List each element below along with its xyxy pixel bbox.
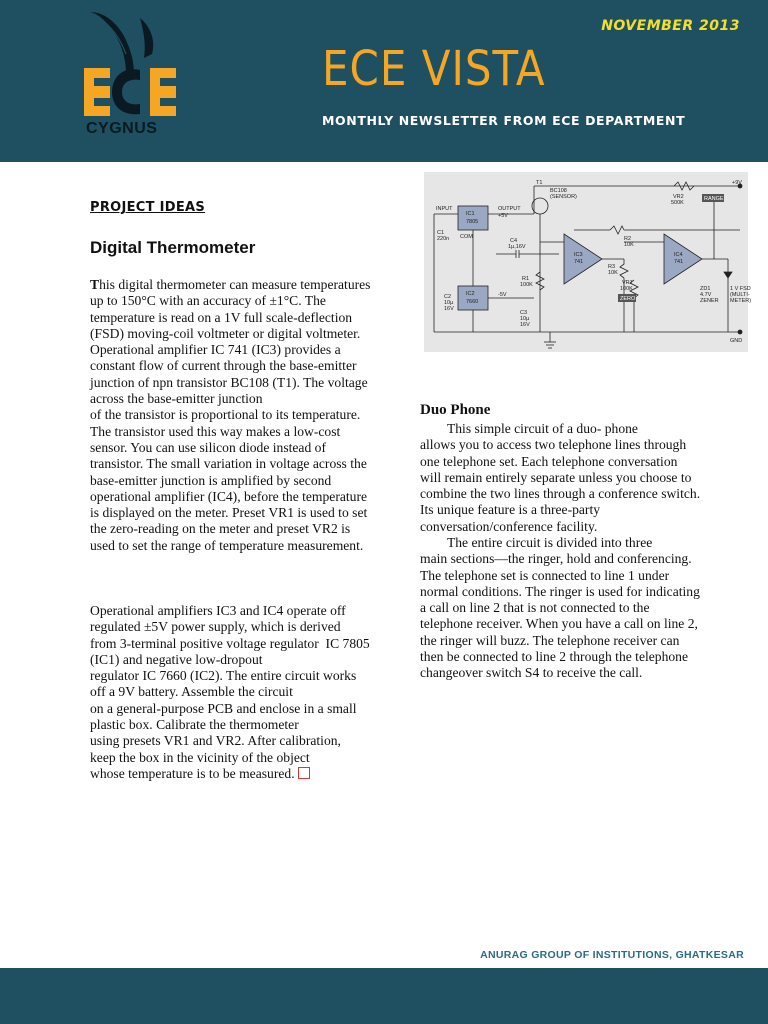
label-ic2-part: 7660: [466, 299, 479, 305]
logo-text: CYGNUS: [86, 120, 158, 137]
label-t1: T1: [536, 180, 543, 186]
label-ic3: IC3: [574, 252, 583, 258]
label-ic2: IC2: [466, 291, 475, 297]
text-line-content: a call on line 2 that is not connected to the: [420, 600, 650, 616]
text-line: [90, 489, 378, 505]
article-title-thermometer: Digital Thermometer: [90, 238, 256, 257]
label-minus5: -5V: [498, 292, 507, 298]
newsletter-subtitle: MONTHLY NEWSLETTER FROM ECE DEPARTMENT: [322, 113, 686, 128]
text-line-content: base-emitter junction is amplified by second: [90, 472, 332, 488]
text-line: [90, 407, 378, 423]
text-line-content: main sections—the ringer, hold and conferencing.: [420, 551, 692, 567]
label-c1: C1: [437, 230, 445, 236]
text-line-content: Its unique feature is a three-party: [420, 502, 601, 518]
article-thermometer-paragraph-2: [90, 603, 378, 782]
text-line-content: on a general-purpose PCB and enclose in a small: [90, 700, 357, 716]
label-zd1: ZD1: [700, 286, 711, 292]
text-line: [420, 568, 740, 584]
label-meter-3: METER): [730, 298, 752, 304]
text-line: [420, 437, 740, 453]
text-line-content: regulator IC 7660 (IC2). The entire circuit works: [90, 668, 357, 684]
text-line-content: combine the two lines through a conference switch.: [420, 486, 701, 502]
text-line: [90, 505, 378, 521]
text-line-content: Operational amplifiers IC3 and IC4 operate off: [90, 603, 346, 618]
label-c4: C4: [510, 238, 518, 244]
text-line: [420, 502, 740, 518]
text-line-content: is displayed on the meter. Preset VR1 is used to set: [90, 505, 368, 521]
label-ic1-part: 7805: [466, 219, 479, 225]
text-line-content: normal conditions. The ringer is used for indicating: [420, 583, 700, 599]
label-gnd: GND: [730, 338, 743, 344]
text-line: [90, 733, 378, 749]
label-c4-val: 1µ,16V: [508, 244, 526, 250]
label-input: INPUT: [436, 206, 453, 212]
text-line: [90, 277, 378, 293]
label-c2-val: 10µ: [444, 300, 454, 306]
label-meter-2: (MULTI-: [730, 292, 750, 298]
end-mark-icon: [298, 767, 310, 779]
label-com: COM: [460, 234, 473, 240]
thermometer-circuit-diagram: [424, 172, 752, 352]
text-line-content: conversation/conference facility.: [420, 518, 598, 534]
text-line-content: constant flow of current through the base-emitter: [90, 358, 357, 374]
text-line: [420, 649, 740, 665]
label-r1: R1: [522, 276, 530, 282]
text-line: [420, 470, 740, 486]
text-line-content: operational amplifier (IC4), before the temperature: [90, 488, 368, 504]
text-line: [90, 375, 378, 391]
text-line-content: one telephone set. Each telephone conversation: [420, 453, 678, 469]
text-line-content: (FSD) moving-coil voltmeter or digital voltmeter.: [90, 325, 361, 341]
issue-date: NOVEMBER 2013: [601, 18, 740, 34]
text-line-content: then be connected to line 2 through the telephone: [420, 649, 689, 665]
label-meter-1: 1 V FSD: [730, 286, 751, 292]
label-plus9: +9V: [732, 180, 742, 186]
text-line-content: whose temperature is to be measured.: [90, 765, 295, 781]
label-output: OUTPUT: [498, 206, 521, 212]
label-r3: R3: [608, 264, 616, 270]
label-zero: ZERO: [620, 296, 636, 302]
footer-bar: [0, 968, 768, 1024]
text-line-content: his digital thermometer can measure temperatures: [99, 277, 371, 292]
footer-institution: ANURAG GROUP OF INSTITUTIONS, GHATKESAR: [480, 949, 744, 961]
text-line: [90, 473, 378, 489]
text-line-content: from 3-terminal positive voltage regulator IC 7805: [90, 635, 370, 651]
label-plus5: +5V: [498, 213, 508, 219]
text-line-content: telephone receiver. When you have a call on line 2,: [420, 616, 698, 632]
text-line: [90, 766, 378, 782]
label-c3-val: 10µ: [520, 316, 530, 322]
label-c3-v: 16V: [520, 322, 530, 328]
text-line: [420, 454, 740, 470]
text-line-content: off a 9V battery. Assemble the circuit: [90, 684, 293, 700]
label-r2: R2: [624, 236, 632, 242]
text-line: [90, 717, 378, 733]
text-line: [90, 424, 378, 440]
text-line: [90, 636, 378, 652]
text-line: [420, 551, 740, 567]
text-line: [420, 535, 740, 551]
label-vr1-val: 100K: [620, 286, 633, 292]
text-line-content: plastic box. Calibrate the thermometer: [90, 717, 299, 733]
text-line: [90, 538, 378, 554]
text-line: [420, 616, 740, 632]
text-line-content: temperature is read on a 1V full scale-deflection: [90, 309, 353, 325]
text-line: [420, 665, 740, 681]
text-line-content: sensor. You can use silicon diode instead of: [90, 439, 326, 455]
label-t1-role: (SENSOR): [550, 194, 577, 200]
text-line-content: of the transistor is proportional to its temperature.: [90, 407, 361, 423]
article-title-duo-phone: Duo Phone: [420, 402, 491, 418]
header-banner: [0, 0, 768, 162]
text-line: [420, 421, 740, 437]
label-zd1-val: 4.7V: [700, 292, 712, 298]
label-c3: C3: [520, 310, 528, 316]
text-line-content: will remain entirely separate unless you choose to: [420, 469, 692, 485]
text-line: [420, 519, 740, 535]
label-r1-val: 100K: [520, 282, 533, 288]
text-line: [420, 486, 740, 502]
text-line: [90, 750, 378, 766]
label-range: RANGE: [704, 196, 724, 202]
text-line-content: keep the box in the vicinity of the object: [90, 749, 310, 765]
article-thermometer-paragraph-1: [90, 277, 378, 554]
text-line-content: the ringer will buzz. The telephone receiver can: [420, 632, 680, 648]
text-line: [90, 701, 378, 717]
label-vr1: VR1: [622, 280, 633, 286]
text-line: [90, 456, 378, 472]
label-vr2: VR2: [673, 194, 684, 200]
text-line-content: up to 150°C with an accuracy of ±1°C. The: [90, 293, 326, 309]
text-line: [420, 600, 740, 616]
label-vr2-val: 500K: [671, 200, 684, 206]
label-ic3-part: 741: [574, 259, 584, 265]
text-line: [90, 684, 378, 700]
label-r3-val: 10K: [608, 270, 618, 276]
article-duo-phone-paragraph-1: [420, 421, 740, 535]
label-r2-val: 10K: [624, 242, 634, 248]
text-line: [90, 342, 378, 358]
text-line-content: The telephone set is connected to line 1 under: [420, 567, 670, 583]
text-line-content: allows you to access two telephone lines through: [420, 437, 687, 453]
text-line: [90, 521, 378, 537]
text-line-content: This simple circuit of a duo- phone: [420, 421, 638, 436]
label-c1-val: 220n: [437, 236, 450, 242]
text-line: [90, 358, 378, 374]
text-line-content: used to set the range of temperature measurement.: [90, 537, 364, 553]
text-line-content: Operational amplifier IC 741 (IC3) provides a: [90, 342, 341, 358]
text-line: [90, 440, 378, 456]
label-ic1: IC1: [466, 211, 475, 217]
label-c2-v: 16V: [444, 306, 454, 312]
label-t1-part: BC108: [550, 188, 567, 194]
text-line-content: the zero-reading on the meter and preset VR2 is: [90, 521, 351, 537]
label-c2: C2: [444, 294, 452, 300]
text-line: [90, 326, 378, 342]
text-line-content: transistor. The small variation in voltage across the: [90, 456, 367, 472]
text-line: [90, 652, 378, 668]
label-ic4: IC4: [674, 252, 683, 258]
text-line-content: changeover switch S4 to receive the call.: [420, 665, 643, 681]
label-zd1-type: ZENER: [700, 298, 719, 304]
label-ic4-part: 741: [674, 259, 684, 265]
text-line: [90, 619, 378, 635]
text-line: [90, 668, 378, 684]
text-line-content: The entire circuit is divided into three: [420, 535, 653, 550]
text-line-content: regulated ±5V power supply, which is derived: [90, 619, 341, 635]
text-line-content: across the base-emitter junction: [90, 391, 263, 407]
text-line: [90, 603, 378, 619]
text-line-content: using presets VR1 and VR2. After calibration,: [90, 733, 341, 749]
text-line-content: junction of npn transistor BC108 (T1). The voltage: [90, 374, 368, 390]
newsletter-title: ECE VISTA: [322, 40, 546, 97]
article-duo-phone-paragraph-2: [420, 535, 740, 682]
text-line-content: The transistor used this way makes a low-cost: [90, 423, 341, 439]
text-line: [90, 310, 378, 326]
drop-cap: T: [90, 277, 100, 292]
text-line: [90, 391, 378, 407]
section-heading: PROJECT IDEAS: [90, 200, 206, 215]
text-line-content: (IC1) and negative low-dropout: [90, 651, 263, 667]
text-line: [420, 633, 740, 649]
text-line: [420, 584, 740, 600]
text-line: [90, 293, 378, 309]
